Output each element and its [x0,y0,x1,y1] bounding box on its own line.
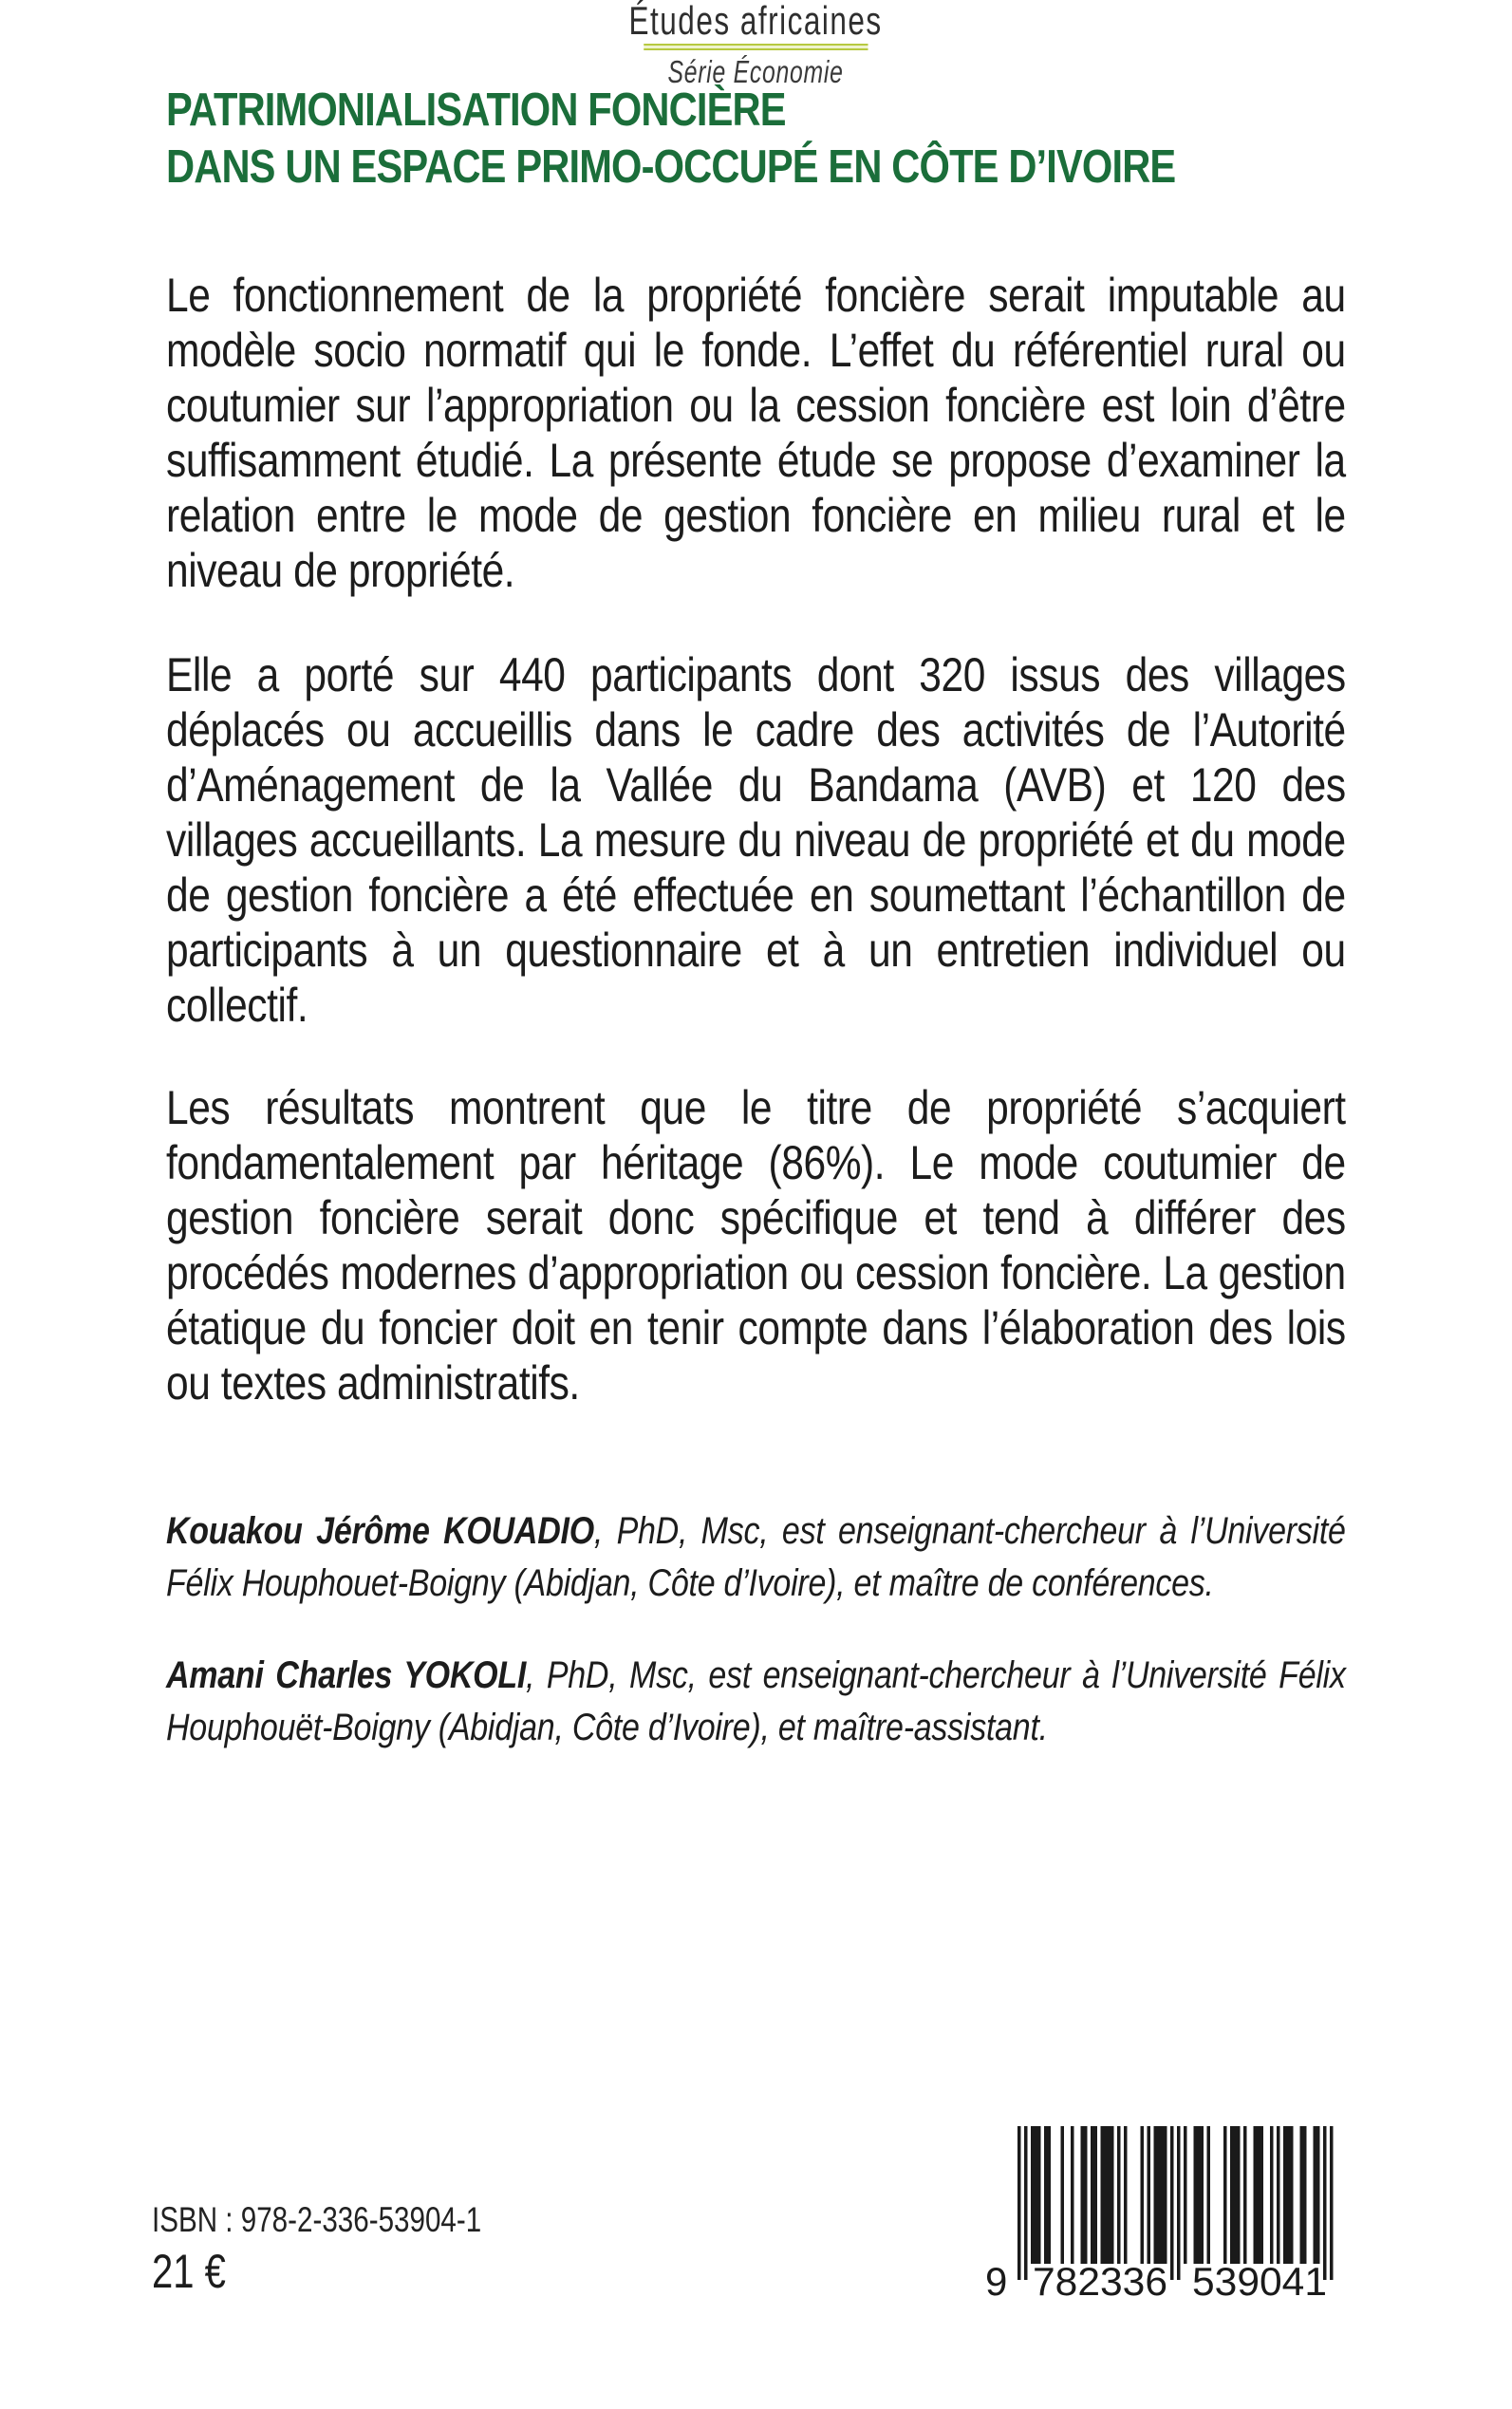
page-title [166,82,1346,196]
barcode-digit-first: 9 [985,2259,1008,2301]
author-name-2: Amani Charles YOKOLI [166,1654,527,1696]
collection-inner [629,0,883,89]
title-line-1: PATRIMONIALISATION FONCIÈRE [166,84,786,136]
author-bio-text-2: , PhD, Msc, est enseignant-chercheur à l’Université Félix Houphouët-Boigny (Abidjan, Côte d’Ivoire), et maître-assistant. [166,1654,1346,1748]
ean13-barcode [983,2126,1344,2306]
abstract-paragraph-1: Le fonctionnement de la propriété foncière serait imputable au modèle socio normatif qui le fonde. L’effet du référentiel rural ou coutumier sur l’appropriation ou la cession foncière est loin d’être suffisamment étudié. La présente étude se propose d’examiner la relation entre le mode de gestion foncière en milieu rural et le niveau de propriété. [166,269,1346,597]
author-bio-text-1: , PhD, Msc, est enseignant-chercheur à l’Université Félix Houphouet-Boigny (Abidjan, Côte d’Ivoire), et maître de conférences. [166,1510,1346,1604]
title-line-2: DANS UN ESPACE PRIMO-OCCUPÉ EN CÔTE D’IVOIRE [166,141,1176,193]
abstract-paragraph-3: Les résultats montrent que le titre de propriété s’acquiert fondamentalement par héritage (86%). Le mode coutumier de gestion foncière serait donc spécifique et tend à différer des procédés modernes d’appropriation ou cession foncière. La gestion étatique du foncier doit en tenir compte dans l’élaboration des lois ou textes administratifs. [166,1081,1346,1410]
collection-underline [644,44,868,50]
barcode-bars [1017,2126,1334,2280]
isbn-text: ISBN : 978-2-336-53904-1 [152,2200,482,2239]
author-bio-2 [166,1650,1346,1754]
abstract-paragraph-2: Elle a porté sur 440 participants dont 320 issus des villages déplacés ou accueillis dans le cadre des activités de l’Autorité d’Aménagement de la Vallée du Bandama (AVB) et 120 des villages accueillants. La mesure du niveau de propriété et du mode de gestion foncière a été effectuée en soumettant l’échantillon de participants à un questionnaire et à un entretien individuel ou collectif. [166,648,1346,1032]
collection-name: Études africaines [628,0,884,43]
author-name-1: Kouakou Jérôme KOUADIO [166,1510,594,1552]
barcode-digits-right: 539041 [1192,2259,1327,2301]
barcode-digits-left: 782336 [1033,2259,1167,2301]
author-bio-1 [166,1505,1346,1610]
price-text: 21 € [152,2245,226,2298]
collection-block [0,0,1512,89]
isbn-price-block [152,2198,481,2299]
text-column [166,0,1346,1754]
collection-series: Série Économie [667,54,845,89]
barcode-svg [983,2126,1344,2301]
